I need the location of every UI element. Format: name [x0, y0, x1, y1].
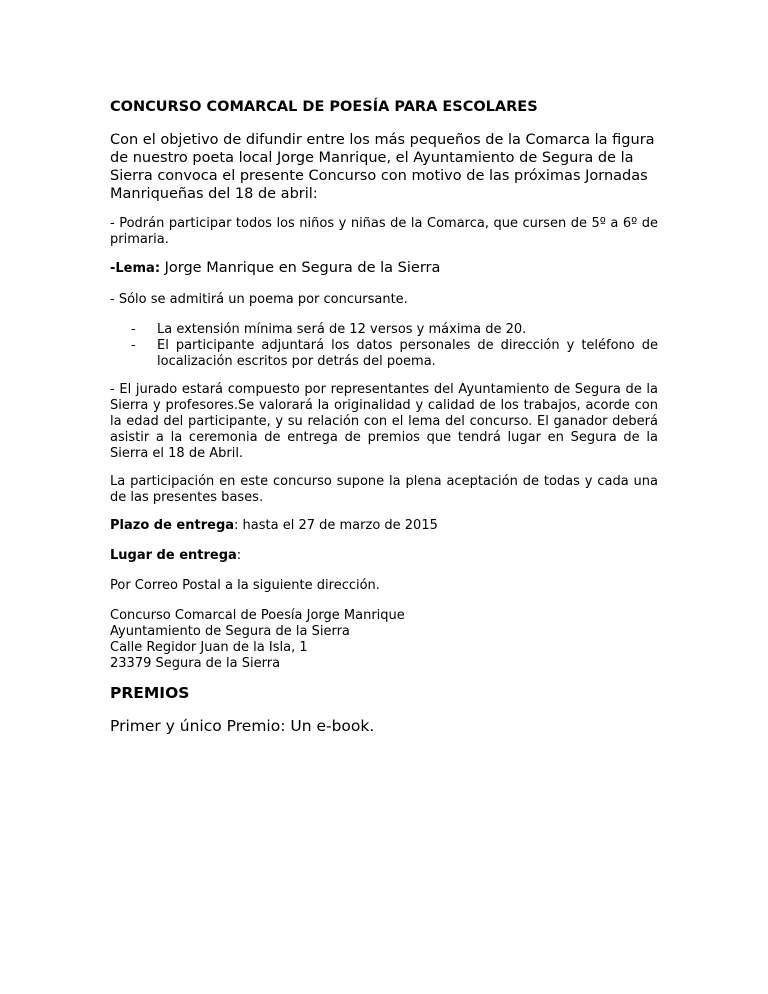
place-colon: :: [236, 548, 242, 563]
address-block: [110, 608, 658, 672]
address-line: Concurso Comarcal de Poesía Jorge Manrique: [110, 608, 405, 623]
deadline-line: [110, 518, 658, 534]
lema-label: -Lema:: [110, 261, 161, 276]
lema-text: Jorge Manrique en Segura de la Sierra: [160, 260, 441, 276]
list-item-text: La extensión mínima será de 12 versos y máxima de 20.: [157, 322, 527, 337]
acceptance-paragraph: La participación en este concurso supone la plena aceptación de todas y cada una de las presentes bases.: [110, 474, 658, 505]
document-title: CONCURSO COMARCAL DE POESÍA PARA ESCOLARES: [110, 99, 538, 115]
list-item: [110, 338, 658, 370]
deadline-text: : hasta el 27 de marzo de 2015: [234, 518, 438, 533]
lema-line: [110, 260, 440, 276]
list-item: [110, 322, 658, 338]
rules-list: [110, 322, 658, 370]
postal-paragraph: Por Correo Postal a la siguiente dirección.: [110, 578, 380, 593]
participants-paragraph: - Podrán participar todos los niños y niñas de la Comarca, que cursen de 5º a 6º de primaria.: [110, 216, 658, 247]
jury-paragraph: - El jurado estará compuesto por representantes del Ayuntamiento de Segura de la Sierra y profesores.Se valorará la originalidad y calidad de los trabajos, acorde con la edad del participante, y su relación con el lema del concurso. El ganador deberá asistir a la ceremonia de entrega de premios que tendrá lugar en Segura de la Sierra el 18 de Abril.: [110, 382, 658, 461]
bullet-dash: -: [131, 338, 136, 353]
address-line: Ayuntamiento de Segura de la Sierra: [110, 624, 350, 639]
list-item-text: El participante adjuntará los datos personales de dirección y teléfono de localización escritos por detrás del poema.: [157, 338, 658, 369]
deadline-label: Plazo de entrega: [110, 518, 235, 533]
prizes-heading: PREMIOS: [110, 684, 190, 702]
address-line: 23379 Segura de la Sierra: [110, 656, 281, 671]
one-poem-paragraph: - Sólo se admitirá un poema por concursante.: [110, 292, 408, 307]
address-line: Calle Regidor Juan de la Isla, 1: [110, 640, 308, 655]
intro-paragraph: Con el objetivo de difundir entre los más pequeños de la Comarca la figura de nuestro poeta local Jorge Manrique, el Ayuntamiento de Segura de la Sierra convoca el presente Concurso con motivo de las próximas Jornadas Manriqueñas del 18 de abril:: [110, 132, 655, 202]
prize-text: Primer y único Premio: Un e-book.: [110, 717, 375, 735]
place-line: [110, 548, 658, 564]
bullet-dash: -: [131, 322, 136, 337]
place-label: Lugar de entrega: [110, 548, 237, 563]
